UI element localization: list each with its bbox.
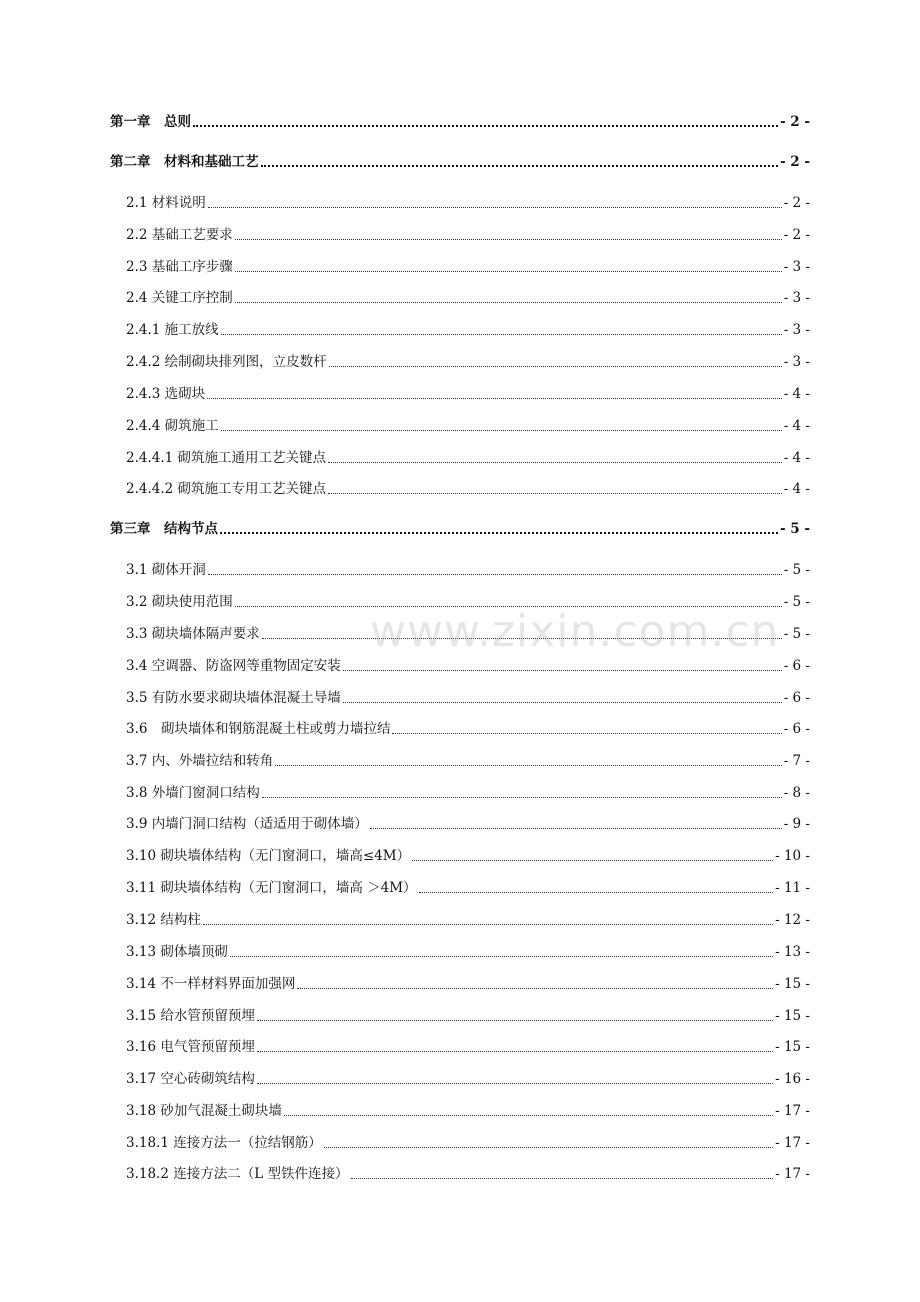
toc-entry-title: 第三章 结构节点 — [110, 521, 218, 537]
toc-section-entry[interactable] — [126, 1039, 810, 1055]
toc-section-entry[interactable] — [126, 690, 810, 706]
toc-entry-title: 3.3 砌块墙体隔声要求 — [126, 626, 260, 642]
dot-leader — [207, 397, 782, 399]
toc-section-entry[interactable] — [126, 658, 810, 674]
dot-leader — [235, 301, 782, 303]
toc-entry-page: - 11 - — [775, 880, 810, 896]
toc-section-entry[interactable] — [126, 1103, 810, 1119]
toc-entry-title: 3.7 内、外墙拉结和转角 — [126, 753, 274, 769]
toc-entry-title: 2.4.1 施工放线 — [126, 322, 219, 338]
toc-entry-page: - 6 - — [783, 658, 810, 674]
toc-section-entry[interactable] — [126, 912, 810, 928]
toc-entry-page: - 2 - — [780, 154, 810, 170]
toc-entry-title: 3.5 有防水要求砌块墙体混凝土导墙 — [126, 690, 341, 706]
dot-leader — [370, 827, 782, 829]
toc-section-entry[interactable] — [126, 816, 810, 832]
toc-section-entry[interactable] — [126, 322, 810, 338]
toc-entry-page: - 3 - — [783, 354, 810, 370]
dot-leader — [235, 238, 782, 240]
toc-section-entry[interactable] — [126, 1071, 810, 1087]
toc-entry-title: 2.4.4.2 砌筑施工专用工艺关键点 — [126, 481, 327, 497]
toc-entry-page: - 6 - — [783, 690, 810, 706]
toc-entry-title: 2.4 关键工序控制 — [126, 290, 233, 306]
toc-section-entry[interactable] — [126, 195, 810, 211]
toc-chapter-entry[interactable] — [110, 521, 810, 537]
dot-leader — [208, 573, 782, 575]
toc-entry-page: - 3 - — [783, 322, 810, 338]
dot-leader — [208, 206, 782, 208]
toc-entry-title: 3.1 砌体开洞 — [126, 562, 206, 578]
toc-entry-title: 3.18 砂加气混凝土砌块墙 — [126, 1103, 282, 1119]
dot-leader — [221, 429, 782, 431]
toc-section-entry[interactable] — [126, 562, 810, 578]
toc-entry-page: - 17 - — [775, 1166, 810, 1182]
toc-entry-page: - 9 - — [783, 816, 810, 832]
toc-section-entry[interactable] — [126, 1135, 810, 1151]
toc-entry-page: - 5 - — [780, 521, 810, 537]
toc-entry-page: - 6 - — [783, 721, 810, 737]
dot-leader — [392, 732, 781, 734]
toc-section-entry[interactable] — [126, 721, 810, 737]
toc-entry-title: 3.10 砌块墙体结构（无门窗洞口，墙高≤4M） — [126, 848, 411, 864]
toc-section-entry[interactable] — [126, 386, 810, 402]
toc-entry-title: 2.4.2 绘制砌块排列图，立皮数杆 — [126, 354, 327, 370]
dot-leader — [275, 764, 781, 766]
dot-leader — [235, 270, 782, 272]
toc-section-entry[interactable] — [126, 354, 810, 370]
toc-entry-title: 2.2 基础工艺要求 — [126, 227, 233, 243]
toc-entry-title: 2.4.4.1 砌筑施工通用工艺关键点 — [126, 450, 327, 466]
toc-entry-page: - 16 - — [775, 1071, 810, 1087]
dot-leader — [328, 492, 782, 494]
toc-entry-page: - 15 - — [775, 1039, 810, 1055]
toc-entry-page: - 5 - — [783, 626, 810, 642]
toc-entry-page: - 17 - — [775, 1135, 810, 1151]
toc-section-entry[interactable] — [126, 259, 810, 275]
dot-leader — [284, 1114, 773, 1116]
dot-leader — [419, 891, 774, 893]
toc-entry-title: 3.8 外墙门窗洞口结构 — [126, 785, 260, 801]
dot-leader — [297, 987, 773, 989]
toc-section-entry[interactable] — [126, 785, 810, 801]
toc-entry-title: 3.2 砌块使用范围 — [126, 594, 233, 610]
toc-entry-page: - 15 - — [775, 1008, 810, 1024]
toc-entry-page: - 5 - — [783, 562, 810, 578]
toc-section-entry[interactable] — [126, 753, 810, 769]
toc-entry-page: - 4 - — [783, 450, 810, 466]
toc-entry-title: 第一章 总则 — [110, 114, 191, 130]
toc-entry-title: 第二章 材料和基础工艺 — [110, 154, 259, 170]
toc-entry-title: 2.4.3 选砌块 — [126, 386, 206, 402]
toc-entry-title: 3.18.1 连接方法一（拉结钢筋） — [126, 1135, 322, 1151]
dot-leader — [324, 1146, 773, 1148]
dot-leader — [257, 1082, 773, 1084]
dot-leader — [343, 669, 782, 671]
toc-entry-page: - 3 - — [783, 259, 810, 275]
dot-leader — [329, 365, 782, 367]
toc-entry-title: 3.13 砌体墙顶砌 — [126, 944, 228, 960]
toc-section-entry[interactable] — [126, 227, 810, 243]
toc-entry-title: 3.14 不一样材料界面加强网 — [126, 976, 296, 992]
toc-entry-title: 3.12 结构柱 — [126, 912, 201, 928]
toc-entry-title: 3.11 砌块墙体结构（无门窗洞口，墙高 ＞4M） — [126, 880, 417, 896]
toc-entry-title: 3.15 给水管预留预埋 — [126, 1008, 255, 1024]
toc-entry-page: - 7 - — [783, 753, 810, 769]
dot-leader — [193, 124, 778, 127]
toc-entry-title: 2.4.4 砌筑施工 — [126, 418, 219, 434]
toc-entry-page: - 4 - — [783, 418, 810, 434]
toc-section-entry[interactable] — [126, 976, 810, 992]
toc-section-entry[interactable] — [126, 1008, 810, 1024]
toc-section-entry[interactable] — [126, 481, 810, 497]
toc-entry-title: 3.16 电气管预留预埋 — [126, 1039, 255, 1055]
dot-leader — [203, 923, 773, 925]
toc-section-entry[interactable] — [126, 450, 810, 466]
toc-entry-page: - 3 - — [783, 290, 810, 306]
toc-entry-page: - 13 - — [775, 944, 810, 960]
toc-entry-page: - 12 - — [775, 912, 810, 928]
dot-leader — [257, 1019, 773, 1021]
toc-entry-page: - 4 - — [783, 386, 810, 402]
toc-entry-page: - 5 - — [783, 594, 810, 610]
toc-entry-title: 3.6 砌块墙体和钢筋混凝土柱或剪力墙拉结 — [126, 721, 391, 737]
toc-entry-page: - 10 - — [775, 848, 810, 864]
toc-section-entry[interactable] — [126, 290, 810, 306]
dot-leader — [220, 531, 778, 534]
toc-section-entry[interactable] — [126, 418, 810, 434]
toc-entry-title: 2.1 材料说明 — [126, 195, 206, 211]
dot-leader — [230, 955, 773, 957]
dot-leader — [412, 859, 773, 861]
dot-leader — [351, 1177, 774, 1179]
toc-entry-title: 3.18.2 连接方法二（L 型铁件连接） — [126, 1166, 349, 1182]
toc-entry-title: 3.17 空心砖砌筑结构 — [126, 1071, 255, 1087]
toc-entry-page: - 17 - — [775, 1103, 810, 1119]
toc-section-entry[interactable] — [126, 848, 810, 864]
toc-chapter-entry[interactable] — [110, 114, 810, 130]
toc-entry-page: - 2 - — [783, 227, 810, 243]
dot-leader — [221, 333, 782, 335]
dot-leader — [257, 1050, 773, 1052]
toc-entry-page: - 2 - — [780, 114, 810, 130]
dot-leader — [261, 164, 779, 167]
toc-chapter-entry[interactable] — [110, 154, 810, 170]
watermark: www.zixin.com.cn — [370, 606, 780, 657]
toc-section-entry[interactable] — [126, 944, 810, 960]
dot-leader — [343, 701, 782, 703]
toc-entry-title: 3.4 空调器、防盗网等重物固定安装 — [126, 658, 341, 674]
dot-leader — [328, 461, 782, 463]
toc-entry-title: 3.9 内墙门洞口结构（适适用于砌体墙） — [126, 816, 368, 832]
toc-entry-title: 2.3 基础工序步骤 — [126, 259, 233, 275]
toc-entry-page: - 2 - — [783, 195, 810, 211]
toc-entry-page: - 4 - — [783, 481, 810, 497]
toc-entry-page: - 15 - — [775, 976, 810, 992]
toc-entry-page: - 8 - — [783, 785, 810, 801]
toc-section-entry[interactable] — [126, 1166, 810, 1182]
toc-section-entry[interactable] — [126, 880, 810, 896]
dot-leader — [262, 796, 782, 798]
